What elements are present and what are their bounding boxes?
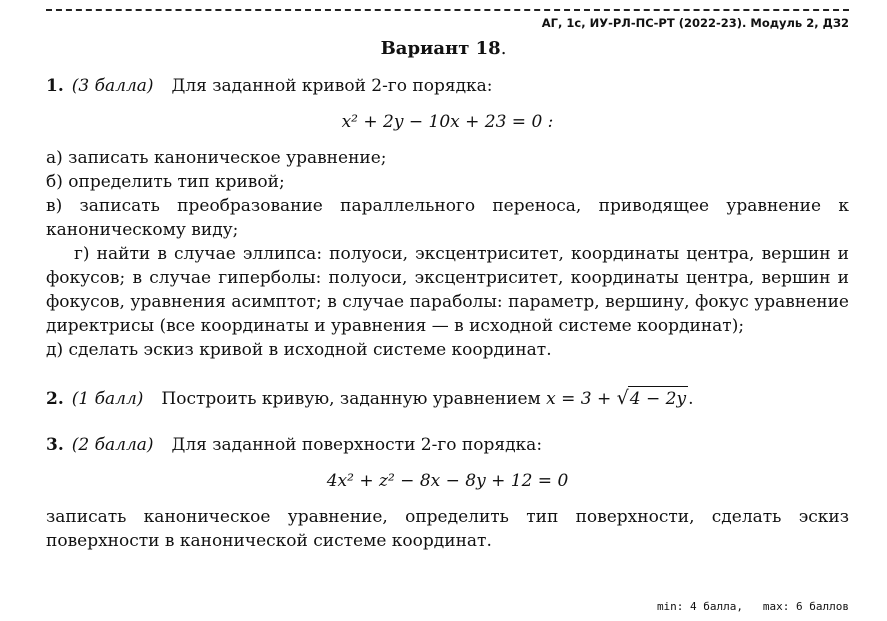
task-2-formula-end: . [688, 389, 694, 409]
task-3-prompt: Для заданной поверхности 2-го порядка: [171, 435, 543, 455]
task-2-heading [46, 386, 849, 411]
task-1-prompt: Для заданной кривой 2-го порядка: [171, 76, 493, 96]
task-2-points: (1 балл) [71, 389, 144, 409]
task-3-number: 3. [46, 435, 64, 455]
score-footer: min: 4 балла, max: 6 баллов [656, 600, 849, 613]
task-1-item-d: г) найти в случае эллипса: полуоси, эксцентриситет, координаты центра, вершин и фокусов; в случае гиперболы: полуоси, эксцентриситет, координаты центра, вершин и фокусов, уравнения асимптот; в случае параболы: параметр, вершину, фокус уравнение директрисы (все координаты и уравнения — в исходной системе координат); [46, 244, 849, 336]
variant-title-text: Вариант 18 [380, 38, 501, 59]
task-1-item-b: б) определить тип кривой; [46, 172, 285, 192]
task-2-formula-lhs: x = 3 + [546, 389, 617, 409]
course-header: АГ, 1с, ИУ-РЛ-ПС-РТ (2022-23). Модуль 2, ДЗ2 [541, 16, 849, 30]
task-1-item-c: в) записать преобразование параллельного переноса, приводящее уравнение к каноническому виду; [46, 196, 849, 240]
variant-title-dot: . [500, 38, 507, 59]
top-dashed-rule [46, 9, 849, 11]
task-1-points: (3 балла) [71, 76, 154, 96]
task-3-text: записать каноническое уравнение, определить тип поверхности, сделать эскиз поверхности в канонической системе координат. [46, 507, 849, 551]
task-2-number: 2. [46, 389, 64, 409]
task-2-formula-radicand: 4 − 2y [628, 386, 688, 411]
assignment-content [46, 74, 849, 553]
task-2-prompt: Построить кривую, заданную уравнением [161, 389, 541, 409]
sqrt-icon: √ [616, 387, 629, 409]
task-3-heading [46, 433, 849, 457]
task-1-item-a: а) записать каноническое уравнение; [46, 148, 387, 168]
task-3-points: (2 балла) [71, 435, 154, 455]
task-1-item-e: д) сделать эскиз кривой в исходной системе координат. [46, 340, 552, 360]
task-1-number: 1. [46, 76, 64, 96]
task-1-heading [46, 74, 849, 98]
variant-title [0, 38, 887, 59]
task-3-formula: 4x² + z² − 8x − 8y + 12 = 0 [326, 471, 569, 491]
task-1-formula: x² + 2y − 10x + 23 = 0 : [341, 112, 554, 132]
